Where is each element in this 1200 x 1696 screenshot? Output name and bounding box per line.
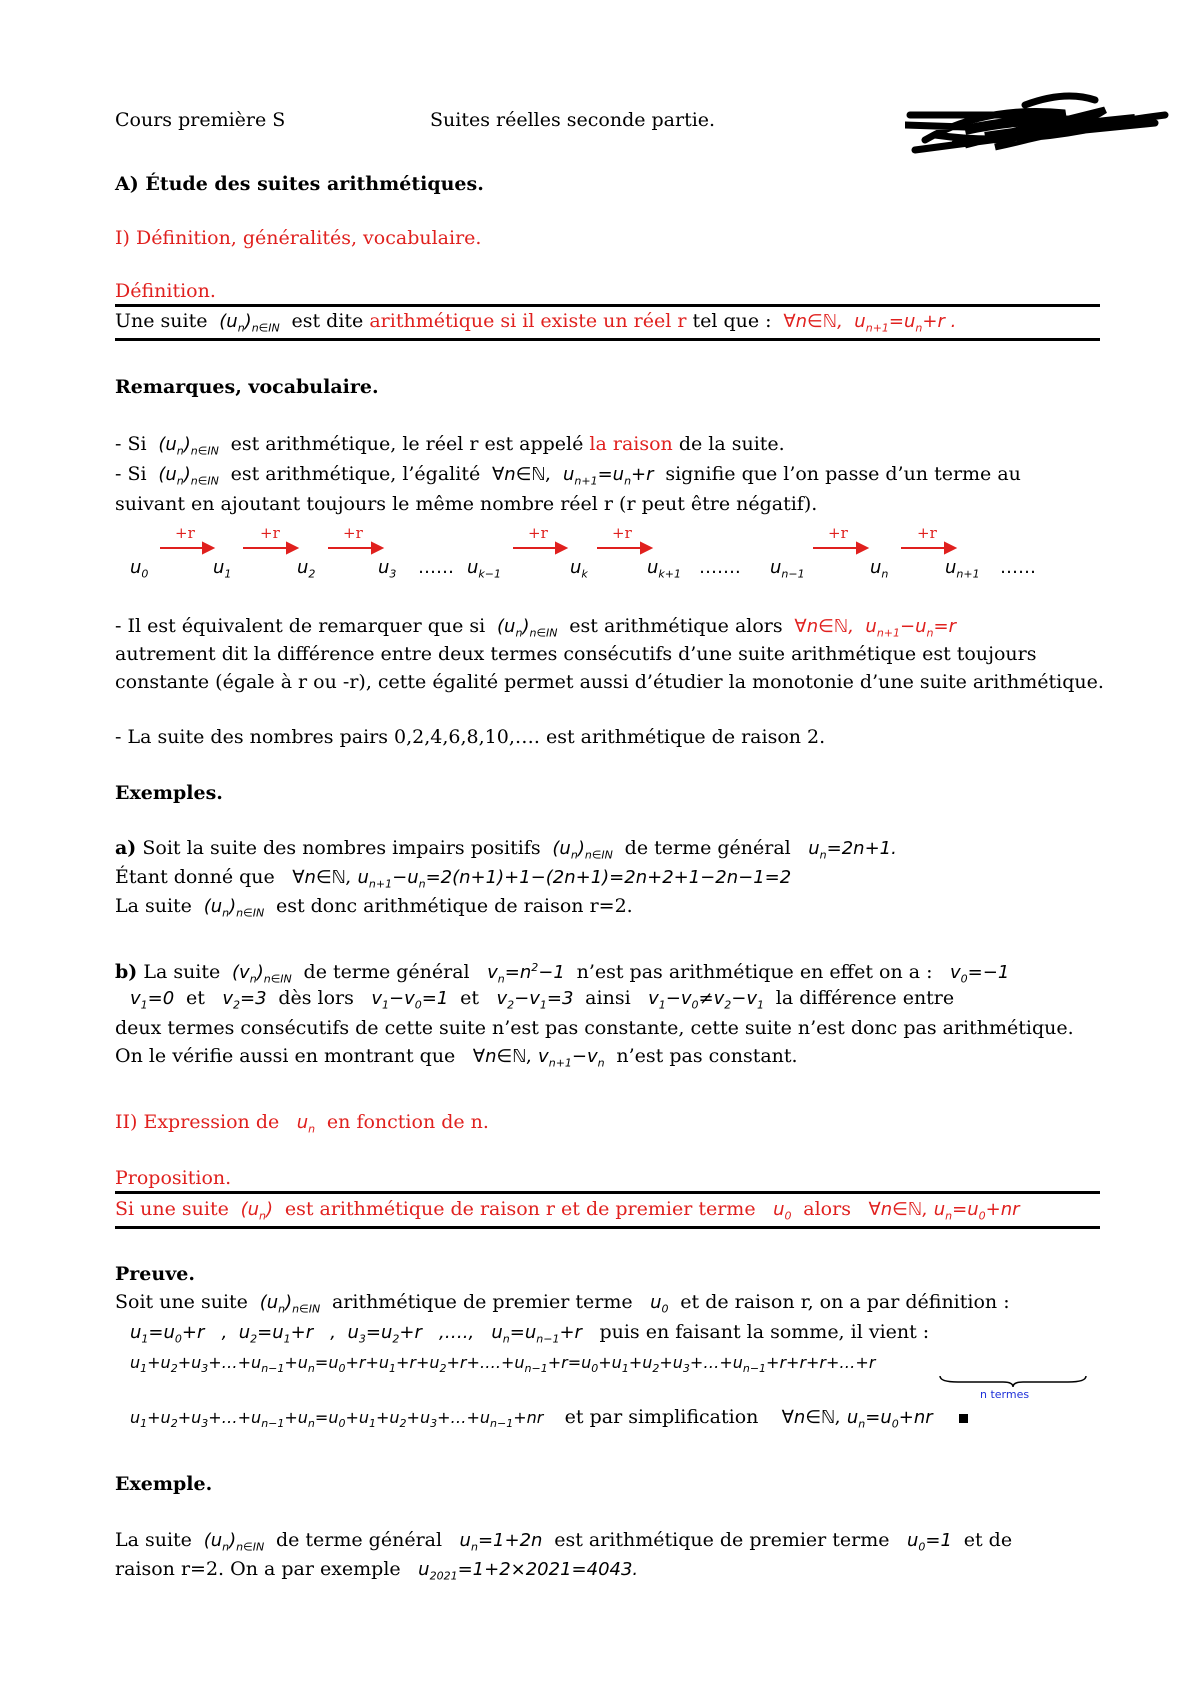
plus-r-label: +r (343, 524, 363, 542)
plus-r-label: +r (260, 524, 280, 542)
exemple-b-2: $v_1=0$ et $v_2=3$ dès lors $v_1-v_0=1$ et $v_2-v_1=3$ ainsi $v_1-v_0\ne v_2-v_1$ la différence entre (130, 987, 955, 1012)
remarque-4: - La suite des nombres pairs 0,2,4,6,8,10,…. est arithmétique de raison 2. (115, 726, 826, 748)
exemple-b-1: b) La suite $(v_n)_{n\in IN}$ de terme général $v_n=n^2-1$ n’est pas arithmétique en effet on a : $v_0=-1$ (115, 961, 1010, 986)
remarque-1: - Si $(u_n)_{n\in IN}$ est arithmétique, le réel r est appelé la raison de la suite. (115, 433, 785, 458)
proposition-text: Si une suite $(u_n)$ est arithmétique de raison r et de premier terme $u_0$ alors ∀n∈ℕ, $u_n=u_0+nr$ (115, 1198, 1020, 1223)
signature-scribble (905, 85, 1200, 165)
exemple-title: Exemple. (115, 1473, 213, 1495)
section-ii-title: II) Expression de $u_n$ en fonction de n. (115, 1111, 489, 1136)
preuve-1: Soit une suite $(u_n)_{n\in IN}$ arithmétique de premier terme $u_0$ et de raison r, on a par définition : (115, 1291, 1010, 1316)
proposition-rule-top (115, 1191, 1100, 1194)
definition-rule-bottom (115, 338, 1100, 341)
preuve-2: $u_1=u_0+r$ , $u_2=u_1+r$ , $u_3=u_2+r$ ,…., $u_n=u_{n-1}+r$ puis en faisant la somme, il vient : (130, 1321, 930, 1346)
seq-uk: $u_k$ (570, 557, 588, 581)
seq-u3: $u_3$ (378, 557, 397, 581)
definition-label: Définition. (115, 280, 216, 302)
exemple-b-3: deux termes consécutifs de cette suite n’est pas constante, cette suite n’est donc pas arithmétique. (115, 1017, 1074, 1039)
seq-u1: $u_1$ (213, 557, 232, 581)
exemples-title: Exemples. (115, 782, 223, 804)
remarque-3-cont2: constante (égale à r ou -r), cette égalité permet aussi d’étudier la monotonie d’une suite arithmétique. (115, 671, 1104, 693)
plus-r-label: +r (828, 524, 848, 542)
preuve-title: Preuve. (115, 1263, 195, 1285)
exemple-a-3: La suite $(u_n)_{n\in IN}$ est donc arithmétique de raison r=2. (115, 895, 633, 920)
seq-u0: $u_0$ (130, 557, 149, 581)
seq-uk-1: $u_{k-1}$ (467, 557, 502, 581)
exemple-a-2: Étant donné que ∀n∈ℕ, $u_{n+1}-u_n=2(n+1)+1-(2n+1)=2n+2+1-2n-1=2$ (115, 866, 792, 891)
un-nset: $(u_n)_{n\in IN}$ (213, 311, 280, 335)
plus-r-label: +r (612, 524, 632, 542)
seq-u2: $u_2$ (297, 557, 316, 581)
seq-dots: …… (1000, 557, 1036, 578)
remarque-2-cont: suivant en ajoutant toujours le même nombre réel r (r peut être négatif). (115, 493, 818, 515)
plus-r-label: +r (175, 524, 195, 542)
remarque-3: - Il est équivalent de remarquer que si $(u_n)_{n\in IN}$ est arithmétique alors ∀n∈ℕ, $u_{n+1}-u_n=r$ (115, 615, 956, 640)
exemple-a-1: a) Soit la suite des nombres impairs positifs $(u_n)_{n\in IN}$ de terme général $u_n=2n+1$. (115, 837, 897, 862)
proposition-label: Proposition. (115, 1167, 232, 1189)
preuve-3: $u_1+u_2+u_3+\dots+u_{n-1}+u_n=u_0+r+u_1+r+u_2+r+\dots.+u_{n-1}+r=u_0+u_1+u_2+u_3+\dots+u_{n-1}+r+r+r+\dots+r$ (130, 1353, 876, 1376)
definition-text: Une suite $(u_n)_{n\in IN}$ est dite arithmétique si il existe un réel r tel que : ∀n∈ℕ, $u_{n+1}=u_n+r$ . (115, 310, 957, 335)
seq-dots: ……. (699, 557, 741, 578)
seq-un: $u_n$ (870, 557, 889, 581)
exemple-1: La suite $(u_n)_{n\in IN}$ de terme général $u_n=1+2n$ est arithmétique de premier terme $u_0=1$ et de (115, 1529, 1013, 1554)
qed-square (959, 1414, 968, 1423)
exemple-b-4: On le vérifie aussi en montrant que ∀n∈ℕ, $v_{n+1}-v_n$ n’est pas constant. (115, 1045, 798, 1070)
header-center: Suites réelles seconde partie. (430, 109, 716, 131)
section-i-title: I) Définition, généralités, vocabulaire. (115, 227, 482, 249)
seq-un+1: $u_{n+1}$ (945, 557, 980, 581)
brace-label: n termes (980, 1388, 1030, 1401)
arrow-row (115, 540, 1105, 556)
section-a-title: A) Étude des suites arithmétiques. (115, 173, 484, 195)
plus-r-label: +r (917, 524, 937, 542)
definition-formula: ∀n∈ℕ, $u_{n+1}=u_n+r$ . (777, 311, 957, 335)
preuve-4: $u_1+u_2+u_3+\dots+u_{n-1}+u_n=u_0+u_1+u_2+u_3+\dots+u_{n-1}+nr$ et par simplification ∀n∈ℕ, $u_n=u_0+nr$ (130, 1405, 968, 1437)
remarque-2: - Si $(u_n)_{n\in IN}$ est arithmétique, l’égalité ∀n∈ℕ, $u_{n+1}=u_n+r$ signifie que l’on passe d’un terme au (115, 463, 1021, 488)
proposition-rule-bottom (115, 1226, 1100, 1229)
plus-r-label: +r (528, 524, 548, 542)
seq-uk+1: $u_{k+1}$ (647, 557, 682, 581)
brace-under (938, 1374, 1088, 1388)
definition-rule-top (115, 304, 1100, 307)
remarques-title: Remarques, vocabulaire. (115, 376, 379, 398)
remarque-3-cont: autrement dit la différence entre deux termes consécutifs d’une suite arithmétique est toujours (115, 643, 1037, 665)
exemple-2: raison r=2. On a par exemple $u_{2021}=1+2\times 2021=4043$. (115, 1558, 639, 1583)
seq-dots: …… (418, 557, 454, 578)
seq-un-1: $u_{n-1}$ (770, 557, 805, 581)
header-left: Cours première S (115, 109, 286, 131)
